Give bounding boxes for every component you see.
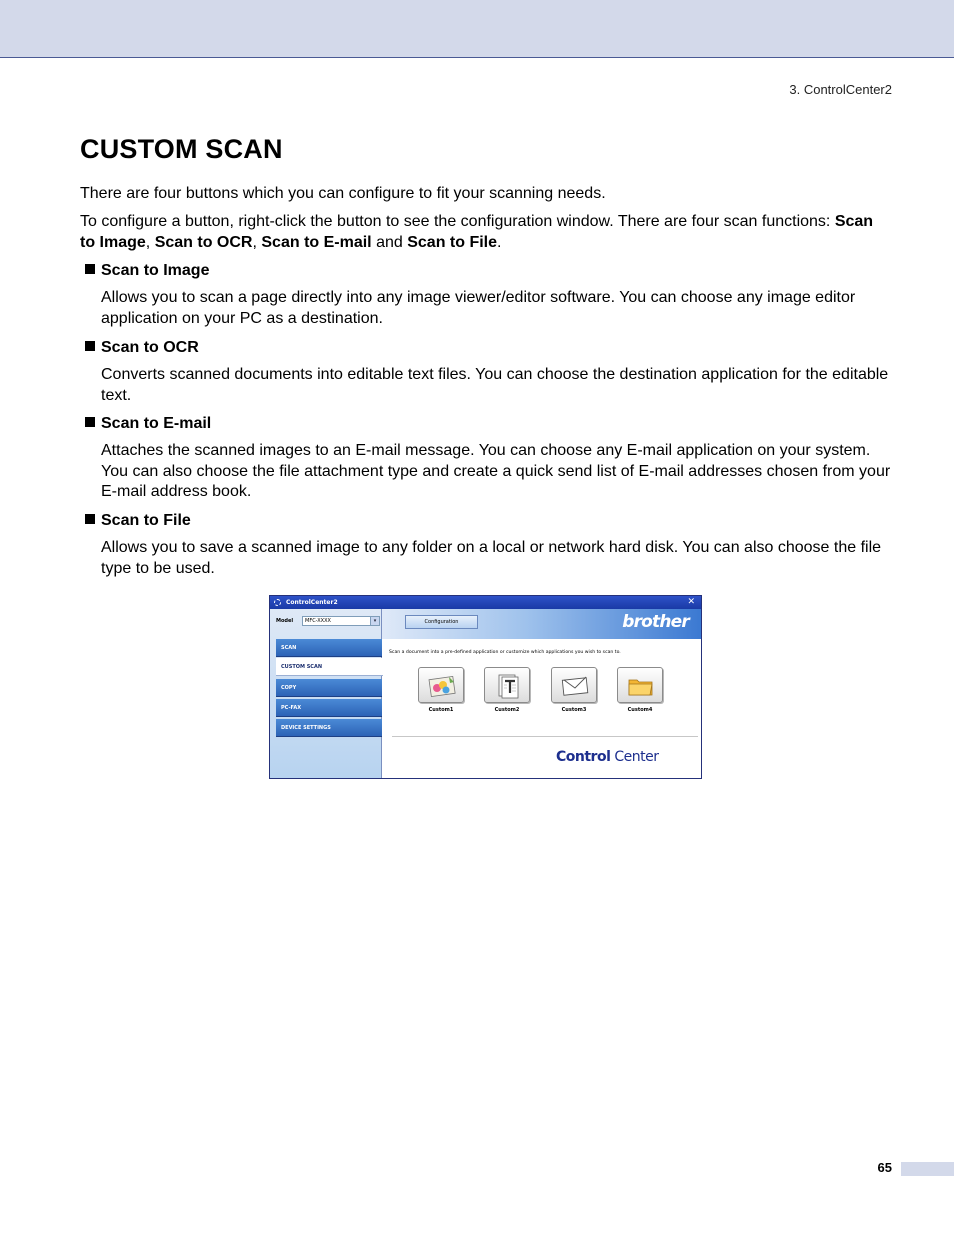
logo-regular: Center — [610, 749, 659, 765]
section-heading-text: Scan to E-mail — [101, 415, 212, 432]
model-select[interactable] — [302, 616, 380, 626]
section-text-scan-to-image: Allows you to scan a page directly into any image viewer/editor software. You can choose any image editor application on your PC as a destination. — [101, 289, 856, 327]
section-text-scan-to-file: Allows you to save a scanned image to any folder on a local or network hard disk. You can also choose the file type to be used. — [101, 539, 882, 577]
section-heading-scan-to-ocr — [85, 338, 199, 358]
page-tab — [901, 1162, 954, 1176]
section-heading-text: Scan to Image — [101, 262, 210, 279]
top-bar — [382, 609, 701, 639]
chevron-down-icon[interactable]: ▾ — [370, 617, 379, 625]
text-document-icon — [493, 673, 523, 699]
bullet-square-icon — [85, 514, 95, 524]
conjunction: and — [371, 233, 408, 251]
custom2-button[interactable] — [484, 667, 530, 703]
configure-lead: To configure a button, right-click the button to see the configuration window. There are four scan functions: — [80, 213, 831, 230]
scan-description: Scan a document into a pre-defined application or customize which applications you wish to scan to. — [389, 650, 621, 655]
page-title: CUSTOM SCAN — [80, 134, 283, 164]
section-text-scan-to-ocr: Converts scanned documents into editable text files. You can choose the destination application for the editable text. — [101, 366, 889, 404]
custom3-button[interactable] — [551, 667, 597, 703]
app-icon — [274, 599, 281, 606]
tab-custom-scan[interactable]: CUSTOM SCAN — [276, 658, 383, 676]
bullet-square-icon — [85, 264, 95, 274]
custom1-label: Custom1 — [428, 707, 454, 713]
section-heading-scan-to-image — [85, 261, 209, 281]
function-scan-to-ocr: Scan to OCR — [154, 233, 253, 251]
image-icon — [427, 673, 457, 699]
bullet-square-icon — [85, 341, 95, 351]
custom4-label: Custom4 — [627, 707, 653, 713]
function-scan-to-image: Scan to Image — [80, 213, 874, 251]
section-heading-text: Scan to OCR — [101, 339, 199, 356]
function-scan-to-file: Scan to File — [407, 233, 498, 251]
custom2-label: Custom2 — [494, 707, 520, 713]
sep: , — [252, 233, 262, 251]
tab-scan[interactable]: SCAN — [276, 639, 382, 657]
section-heading-scan-to-file — [85, 511, 191, 531]
divider — [392, 736, 698, 737]
logo-bold: Control — [556, 749, 611, 765]
custom4-button[interactable] — [617, 667, 663, 703]
window-title: ControlCenter2 — [286, 599, 338, 606]
model-label: Model — [276, 618, 294, 624]
period: . — [497, 233, 502, 251]
intro-paragraph: There are four buttons which you can configure to fit your scanning needs. — [80, 185, 606, 202]
tab-pc-fax[interactable]: PC-FAX — [276, 699, 382, 717]
tab-device-settings[interactable]: DEVICE SETTINGS — [276, 719, 382, 737]
function-scan-to-email: Scan to E-mail — [261, 233, 372, 251]
section-heading-text: Scan to File — [101, 512, 191, 529]
section-text-scan-to-email: Attaches the scanned images to an E-mail message. You can choose any E-mail application on your system. You can also choose the file attachment type and create a quick send list of E-mail addresses chosen from your E-mail address book. — [101, 442, 891, 500]
sep: , — [145, 233, 155, 251]
model-value: MFC-XXXX — [305, 618, 331, 624]
custom3-label: Custom3 — [561, 707, 587, 713]
close-icon[interactable]: ✕ — [687, 597, 695, 607]
sidebar — [270, 609, 382, 779]
configure-paragraph — [80, 212, 892, 253]
control-center-logo — [556, 749, 658, 765]
brother-logo: brother — [622, 612, 689, 632]
custom1-button[interactable] — [418, 667, 464, 703]
configuration-button[interactable]: Configuration — [405, 615, 478, 629]
tab-copy[interactable]: COPY — [276, 679, 382, 697]
bullet-square-icon — [85, 417, 95, 427]
section-heading-scan-to-email — [85, 414, 211, 434]
window-title-bar — [270, 596, 701, 609]
folder-icon — [626, 673, 656, 699]
page-number: 65 — [877, 1160, 892, 1175]
envelope-icon — [560, 673, 590, 699]
running-header: 3. ControlCenter2 — [789, 82, 892, 97]
controlcenter-screenshot — [269, 595, 702, 779]
top-band — [0, 0, 954, 58]
